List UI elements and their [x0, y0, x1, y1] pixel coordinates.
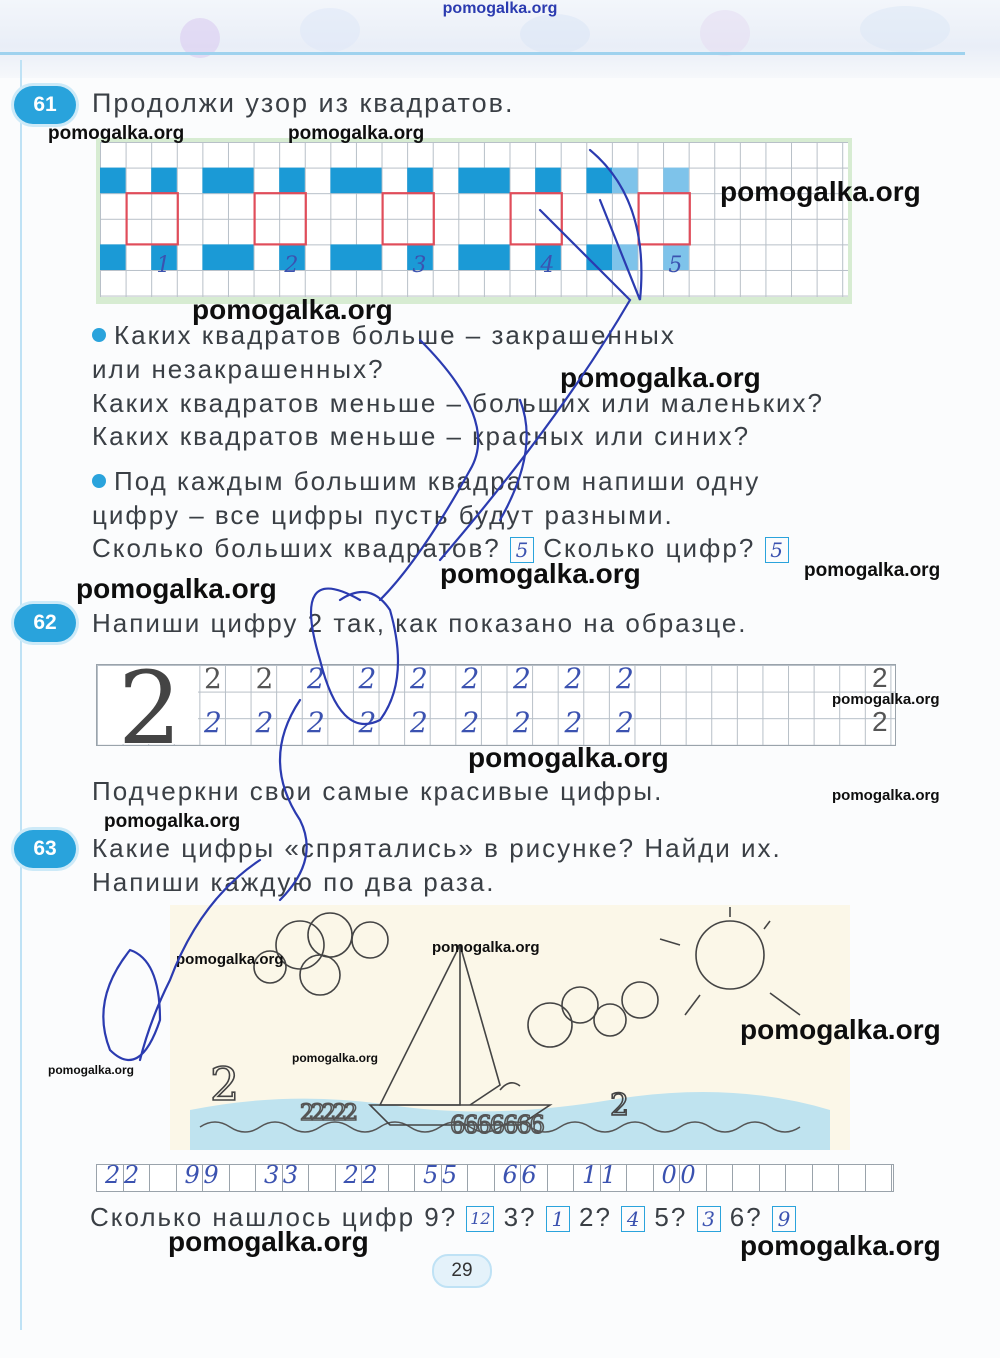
written-pair: 2 2 [343, 1161, 376, 1189]
handwritten-number: 2 [284, 253, 299, 278]
written-digit: 2 [358, 706, 377, 739]
printed-digit: 2 [872, 706, 888, 737]
handwritten-number: 4 [540, 253, 555, 278]
red-square [255, 193, 306, 244]
blue-square [330, 244, 356, 270]
count-answer-box[interactable]: 4 [621, 1206, 645, 1232]
exercise-62-badge: 62 [14, 604, 76, 642]
answer-cell[interactable] [389, 1165, 416, 1191]
written-digit: 2 [358, 662, 377, 695]
task-line1 [92, 466, 760, 497]
answer-cell[interactable] [230, 1165, 257, 1191]
watermark: pomogalka.org [176, 951, 284, 968]
blue-square [484, 168, 510, 194]
blue-square [100, 168, 126, 194]
pencil-blue-square [612, 168, 638, 194]
count-found-question: Сколько нашлось цифр [90, 1202, 416, 1232]
header-line [0, 52, 965, 55]
handwritten-number: 5 [668, 253, 683, 278]
top-site-label: pomogalka.org [442, 0, 558, 17]
watermark: pomogalka.org [76, 573, 277, 604]
bullet-icon [92, 474, 106, 488]
blue-square [100, 244, 126, 270]
written-digit: 2 [410, 706, 428, 739]
written-digit: 2 [461, 706, 480, 739]
red-square [511, 193, 562, 244]
margin-line [20, 60, 22, 1330]
written-pair: 9 9 [184, 1161, 217, 1189]
answer-cell[interactable] [150, 1165, 177, 1191]
watermark: pomogalka.org [740, 1014, 941, 1045]
answer-cell[interactable] [733, 1165, 760, 1191]
watermark: pomogalka.org [804, 560, 941, 581]
written-digit: 2 [616, 706, 634, 739]
written-pair: 6 6 [502, 1161, 535, 1189]
answer-cell[interactable] [627, 1165, 654, 1191]
written-pair: 2 2 [105, 1161, 138, 1189]
blue-square [202, 168, 228, 194]
handwritten-number: 3 [412, 253, 427, 278]
blue-square [407, 168, 433, 194]
written-digit: 2 [410, 662, 428, 695]
answer-cells[interactable] [96, 1161, 894, 1192]
watermark: pomogalka.org [740, 1230, 941, 1261]
q1-line1-text: Каких квадратов больше – закрашенных [114, 320, 676, 350]
exercise-61-badge: 61 [14, 86, 76, 124]
printed-digit: 2 [872, 662, 888, 693]
count-digit-label: 5? [645, 1202, 697, 1232]
blue-square [586, 168, 612, 194]
count-digit-label: 9? [424, 1202, 467, 1232]
blue-square [279, 168, 305, 194]
answer-cell[interactable] [309, 1165, 336, 1191]
count-digits-question: Сколько цифр? [543, 533, 756, 563]
bullet-icon [92, 328, 106, 342]
red-square [127, 193, 178, 244]
pattern-squares [100, 142, 848, 297]
svg-text:2: 2 [610, 1088, 630, 1123]
red-square [639, 193, 690, 244]
watermark: pomogalka.org [192, 294, 393, 325]
written-pair: 5 5 [423, 1161, 456, 1189]
svg-text:6666666: 6666666 [450, 1111, 543, 1139]
count-digit-label: 6? [720, 1202, 772, 1232]
blue-square [202, 244, 228, 270]
watermark: pomogalka.org [168, 1226, 369, 1257]
exercise-61-title: Продолжи узор из квадратов. [92, 88, 515, 118]
written-digit: 2 [616, 662, 634, 695]
watermark: pomogalka.org [468, 742, 669, 773]
watermark: pomogalka.org [720, 176, 921, 207]
answer-cell[interactable] [839, 1165, 866, 1191]
q3-line: Каких квадратов меньше – красных или синих? [92, 421, 751, 451]
written-digit: 2 [255, 706, 274, 739]
exercise-62-title: Напиши цифру 2 так, как показано на образце. [92, 608, 748, 638]
written-digit: 2 [513, 706, 531, 739]
count-answer-box[interactable]: 9 [772, 1206, 796, 1232]
watermark: pomogalka.org [104, 811, 241, 832]
answer-cell[interactable] [813, 1165, 840, 1191]
written-digit: 2 [307, 662, 325, 695]
blue-square [330, 168, 356, 194]
q1-line2: или незакрашенных? [92, 354, 385, 384]
answer-cell[interactable] [548, 1165, 575, 1191]
written-digit: 2 [307, 706, 325, 739]
written-digit: 2 [255, 662, 274, 695]
task-line1-text: Под каждым большим квадратом напиши одну [114, 466, 761, 496]
exercise-63-title-line1: Какие цифры «спрятались» в рисунке? Найди их. [92, 833, 782, 863]
answer-cell[interactable] [760, 1165, 787, 1191]
watermark: pomogalka.org [832, 787, 940, 804]
written-digit: 2 [204, 662, 222, 695]
exercise-62-underline: Подчеркни свои самые красивые цифры. [92, 776, 664, 806]
answer-cell[interactable] [786, 1165, 813, 1191]
blue-square [458, 244, 484, 270]
blue-square [458, 168, 484, 194]
watermark: pomogalka.org [832, 691, 940, 708]
page-number: 29 [432, 1254, 492, 1288]
answer-cell[interactable] [707, 1165, 734, 1191]
pencil-blue-square [612, 244, 638, 270]
red-square [383, 193, 434, 244]
sample-digit: 2 [118, 650, 182, 767]
count-big-answer[interactable]: 5 [510, 537, 534, 563]
blue-square [356, 244, 382, 270]
written-pair: 1 1 [582, 1161, 615, 1189]
watermark: pomogalka.org [48, 1063, 135, 1077]
written-digit: 2 [564, 706, 583, 739]
q2-line: Каких квадратов меньше – больших или маленьких? [92, 388, 824, 418]
exercise-63-title-line2: Напиши каждую по два раза. [92, 867, 496, 897]
answer-cell[interactable] [468, 1165, 495, 1191]
svg-text:2: 2 [210, 1057, 240, 1111]
count-answer-box[interactable]: 3 [697, 1206, 721, 1232]
count-digit-label: 2? [569, 1202, 622, 1232]
written-digit: 2 [513, 662, 531, 695]
watermark: pomogalka.org [440, 558, 641, 589]
blue-square [228, 244, 254, 270]
blue-square [484, 244, 510, 270]
pencil-blue-square [663, 168, 689, 194]
written-digit: 2 [204, 706, 222, 739]
written-digits [200, 664, 894, 744]
count-answer-box[interactable]: 12 [466, 1206, 494, 1232]
blue-square [151, 168, 177, 194]
blue-square [586, 244, 612, 270]
watermark: pomogalka.org [48, 123, 185, 144]
watermark: pomogalka.org [560, 362, 761, 393]
answer-cell[interactable] [866, 1165, 893, 1191]
blue-square [356, 168, 382, 194]
blue-square [228, 168, 254, 194]
watermark: pomogalka.org [288, 123, 425, 144]
handwritten-number: 1 [156, 253, 171, 278]
count-answer-box[interactable]: 1 [546, 1206, 570, 1232]
written-pair: 3 3 [264, 1161, 297, 1189]
watermark: pomogalka.org [292, 1051, 379, 1065]
written-digit: 2 [564, 662, 583, 695]
count-big-question: Сколько больших квадратов? [92, 533, 501, 563]
written-digit: 2 [461, 662, 480, 695]
count-digit-label: 3? [494, 1202, 546, 1232]
written-pair: 0 0 [661, 1161, 694, 1189]
count-digits-answer[interactable]: 5 [765, 537, 789, 563]
task-line2: цифру – все цифры пусть будут разными. [92, 500, 674, 530]
svg-text:22222: 22222 [300, 1101, 355, 1126]
exercise-63-badge: 63 [14, 830, 76, 868]
watermark: pomogalka.org [432, 939, 540, 956]
blue-square [535, 168, 561, 194]
